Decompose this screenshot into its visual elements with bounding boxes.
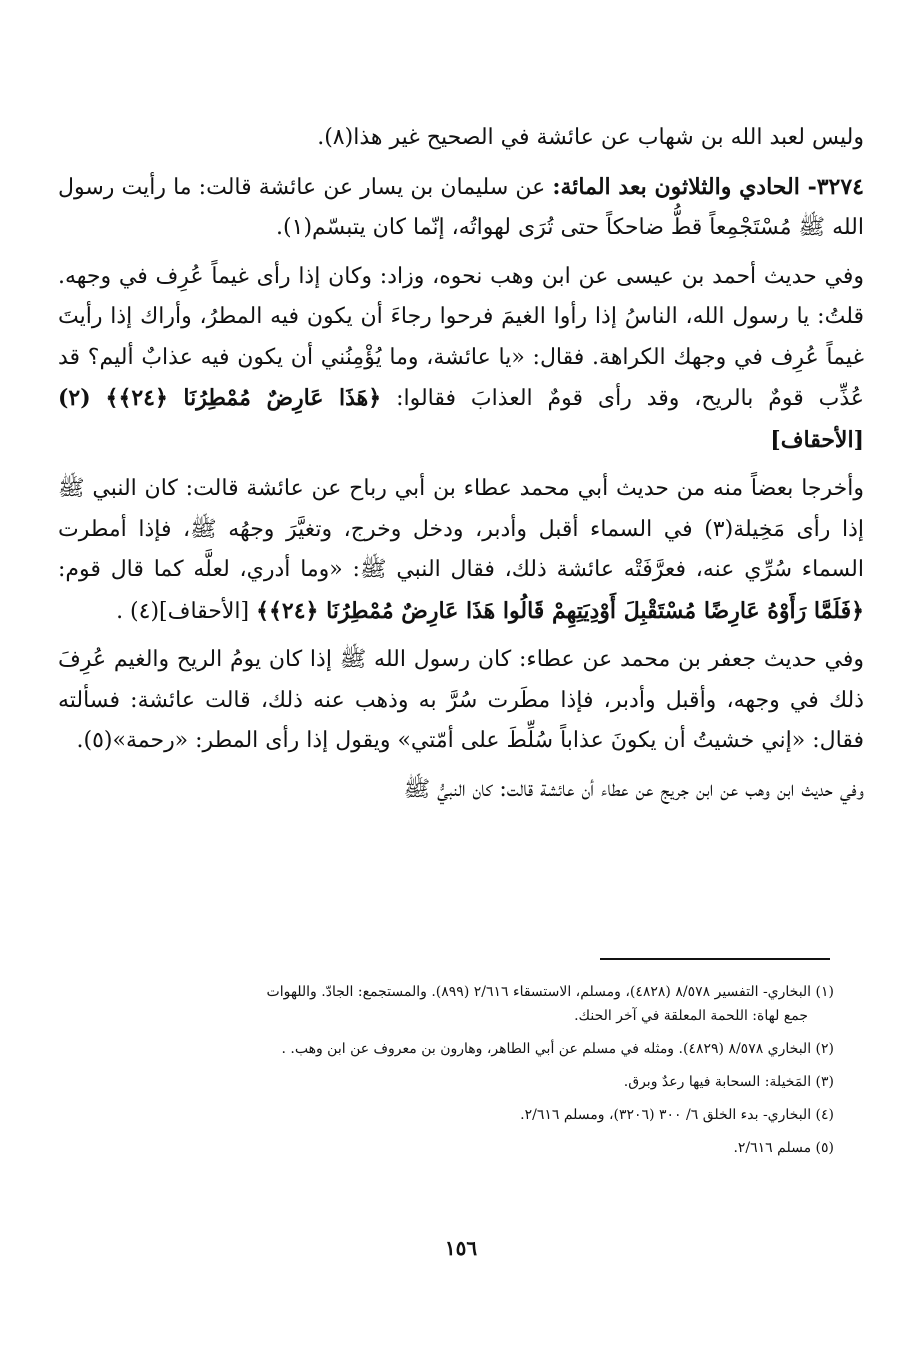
footnote-3: (٣) المَخيلة: السحابة فيها رعدٌ وبرق. [623, 1074, 834, 1090]
paragraph-5: وفي حديث جعفر بن محمد عن عطاء: كان رسول الله ﷺ إذا كان يومُ الريح والغيم عُرِفَ ذلك في وجهه، وأقبل وأدبر، فإذا مطَرت سُرَّ به وذهب عنه ذلك، قالت عائشة: فسألته فقال: «إني خشيتُ أن يكونَ عذاباً سُلِّطَ على أمّتي» ويقول إذا رأى المطر: «رحمة»(٥). [58, 647, 864, 753]
paragraph-4 [58, 469, 864, 632]
paragraph-6: وفي حديث ابن وهب عن ابن جريج عن عطاء أن عائشة قالت: كان النبيُّ ﷺ [403, 776, 864, 802]
hadith-paragraph [58, 167, 864, 249]
paragraph-3-text: وفي حديث أحمد بن عيسى عن ابن وهب نحوه، وزاد: وكان إذا رأى غيماً عُرِف في وجهه. قلتُ: يا رسول الله، الناسُ إذا رأوا الغيمَ فرحوا رجاءَ أن يكون فيه المطرُ، وأراك إذا رأيتَ غيماً عُرِف في وجهك الكراهة. فقال: «يا عائشة، وما يُؤْمِنُني أن يكون فيه عذابٌ أليم؟ قد عُذِّب قومٌ بالريح، وقد رأى قومٌ العذابَ فقالوا: [58, 263, 865, 411]
footnote-1-continued: جمع لهاة: اللحمة المعلقة في آخر الحنك. [574, 1008, 808, 1024]
quran-reference-2: [الأحقاف](٤) . [116, 598, 250, 624]
main-text [58, 118, 864, 810]
paragraph-1: وليس لعبد الله بن شهاب عن عائشة في الصحيح غير هذا(٨). [317, 125, 864, 150]
hadith-text: عن سليمان بن يسار عن عائشة قالت: ما رأيت رسول الله ﷺ مُسْتَجْمِعاً قطُّ ضاحكاً حتى تُرَى لهواتُه، إنّما كان يتبسّم(١). [58, 174, 864, 240]
paragraph-3 [58, 257, 864, 462]
footnotes [70, 980, 834, 1169]
quran-verse-2: ﴿فَلَمَّا رَأَوْهُ عَارِضًا مُسْتَقْبِلَ أَوْدِيَتِهِمْ قَالُوا هَذَا عَارِضٌ مُمْطِرُنَا ﴿٢٤﴾﴾ [256, 597, 864, 624]
footnote-separator [600, 958, 830, 960]
footnote-2: (٢) البخاري ٨/٥٧٨ (٤٨٢٩). ومثله في مسلم عن أبي الطاهر، وهارون بن معروف عن ابن وهب. . [281, 1041, 834, 1057]
hadith-number-heading: ٣٢٧٤- الحادي والثلاثون بعد المائة: [552, 173, 864, 200]
quran-reference-1: (٢) [الأحقاف] [58, 385, 864, 453]
paragraph-4-text: وأخرجا بعضاً منه من حديث أبي محمد عطاء بن أبي رباح عن عائشة قالت: كان النبي ﷺ إذا رأى مَخِيلة(٣) في السماء أقبل وأدبر، ودخل وخرج، وتغيَّرَ وجهُه ﷺ، فإذا أمطرت السماء سُرِّي عنه، فعرَّفَتْه عائشة ذلك، فقال النبي ﷺ: «وما أدري، لعلَّه كما قال قوم: [58, 476, 864, 582]
page-number: ١٥٦ [444, 1236, 478, 1260]
quran-verse-1: ﴿هَذَا عَارِضٌ مُمْطِرُنَا ﴿٢٤﴾﴾ [105, 385, 382, 411]
footnote-4: (٤) البخاري- بدء الخلق ٦/ ٣٠٠ (٣٢٠٦)، ومسلم ٢/٦١٦. [520, 1107, 834, 1123]
footnote-5: (٥) مسلم ٢/٦١٦. [733, 1140, 834, 1156]
footnote-1: (١) البخاري- التفسير ٨/٥٧٨ (٤٨٢٨)، ومسلم، الاستسقاء ٢/٦١٦ (٨٩٩). والمستجمع: الجادّ. واللهوات [266, 984, 834, 1000]
